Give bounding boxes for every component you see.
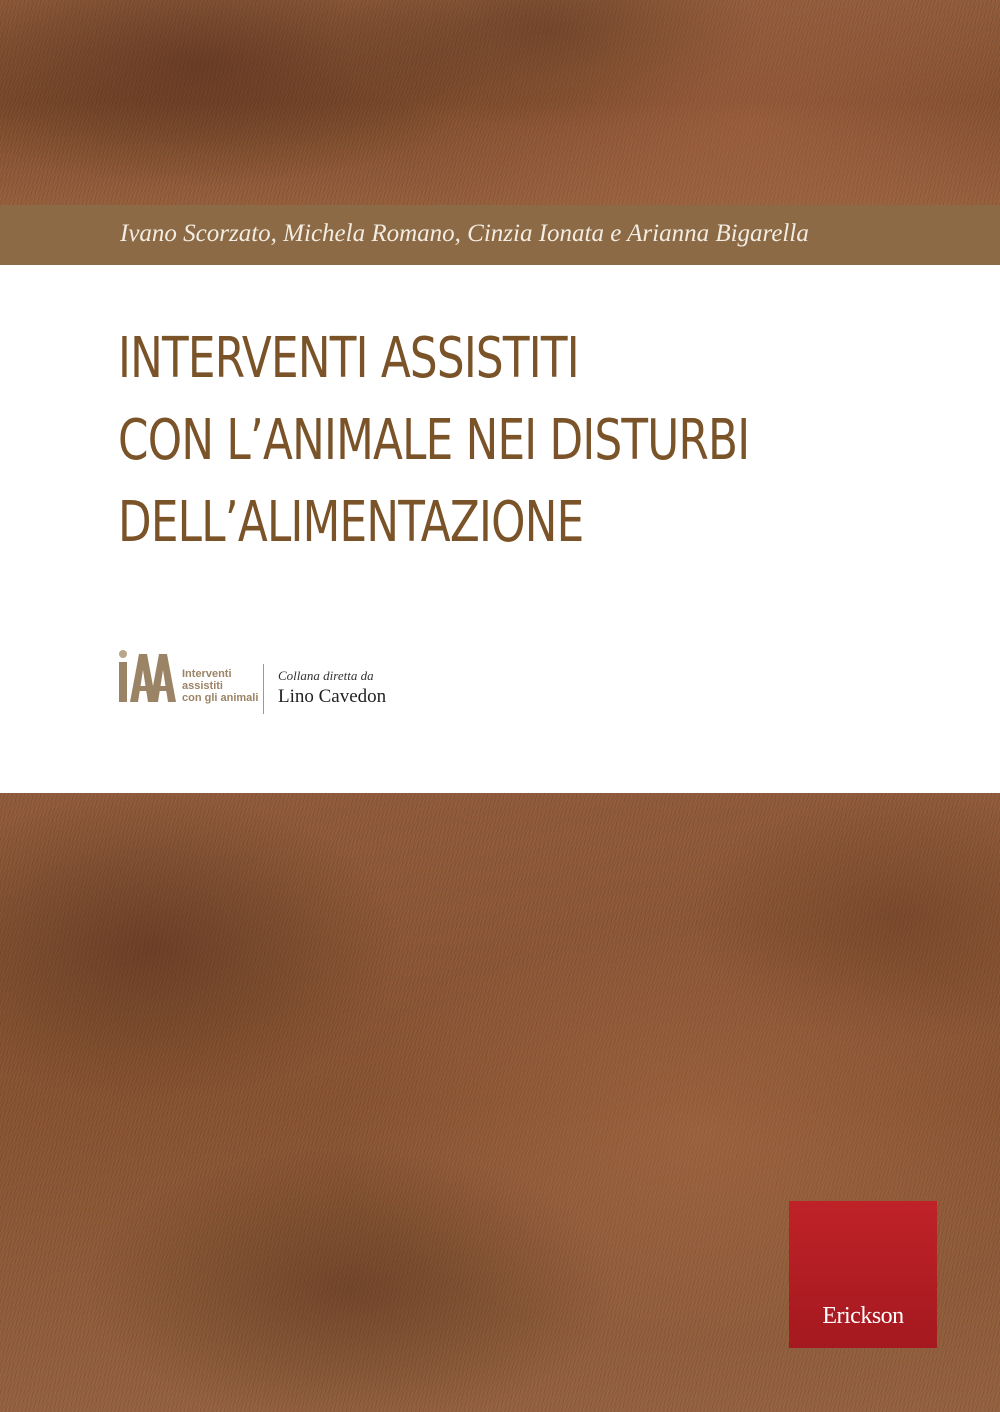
authors: Ivano Scorzato, Michela Romano, Cinzia Ionata e Arianna Bigarella [120, 220, 809, 247]
publisher-name: Erickson [822, 1303, 904, 1329]
title-line-1: INTERVENTI ASSISTITI [118, 326, 579, 391]
series-name [182, 668, 258, 704]
fur-photo-top [0, 0, 1000, 205]
title-line-3: DELL’ALIMENTAZIONE [118, 490, 584, 555]
series-directed-by: Collana diretta da [278, 668, 374, 683]
book-title [118, 318, 789, 564]
iaa-logo-icon [118, 648, 176, 704]
author-band [0, 205, 1000, 265]
series-divider [263, 664, 264, 714]
publisher-logo [789, 1201, 937, 1348]
series-editor: Lino Cavedon [278, 686, 387, 707]
title-line-2: CON L’ANIMALE NEI DISTURBI [118, 408, 750, 473]
series-name-line-3: con gli animali [182, 692, 259, 704]
series-name-line-1: Interventi [182, 668, 232, 680]
series-name-line-2: assistiti [182, 680, 223, 692]
